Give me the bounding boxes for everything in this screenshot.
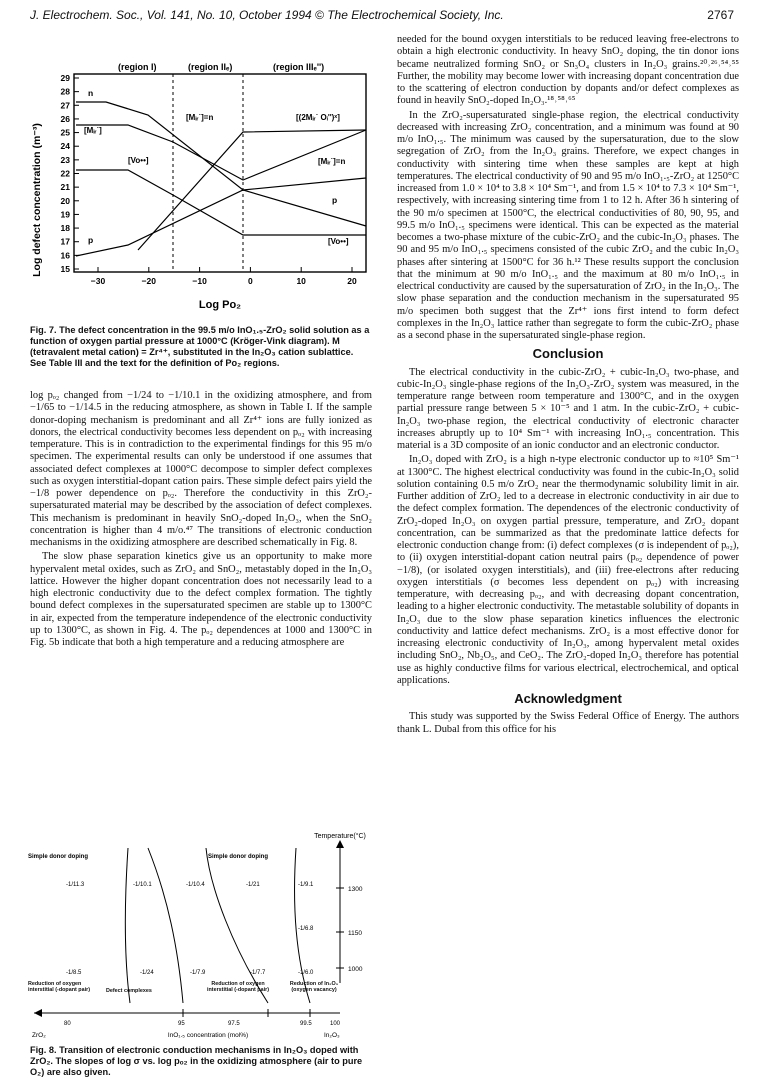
y-tick-label: 27 [60,100,70,111]
y-tick-label: 26 [60,113,70,124]
x-axis-label: Log Po₂ [198,299,242,311]
y-tick-label: 28 [60,86,70,97]
mzr-label: [Mᵢᵣ˙] [84,126,102,135]
region-label: Simple donor doping [28,854,88,860]
paragraph: In₂O₃ doped with ZrO₂ is a high n-type electronic conductor up to ≈10⁵ Sm⁻¹ at 1300°C. The highest electrical conductivity was found in the cubic-In₂O₃ solid solution containing 0.5 m/o ZrO₂ near the thermodynamic solubility limit in air. Further addition of ZrO₂ led to a decrease in electronic conductivity in air due to the defect complex formation. The dependences of the electronic conductivity of ZrO₂-doped In₂O₃ on oxygen partial pressure, temperature, and ZrO₂ dopant concentration, can be summarized as that the predominate lattice defects for electronic conduction change from: (i) defect complexes (σ is independent of pₒ₂), to (ii) oxygen interstitial-dopant cation neutral pairs (pₒ₂ dependence of power −1/8), (or isolated oxygen interstitials), and (iii) free-electrons after reducing oxygen interstitials (σ becomes less dependent on pₒ₂) with increasing temperature, with decreasing pₒ₂, and with decreasing dopant concentration, leading to a higher electronic conductivity. The metastable solubility of dopants in In₂O₃ due to the slow phase separation kinetics influences the electronic conductivity and lattice defect mechanisms. ZrO₂ is a most effective donor for increasing electronic conductivity of In₂O₃, among hypervalent metal oxides including SnO₂, Nb₂O₅, and CeO₂. The ZrO₂-doped In₂O₃ therefore has potential use as highly conductive films for various electrical, electrochemical, and optical applications. [397,454,739,686]
region-c-label: Reduction of oxygen interstitial (-dopant pair) [207,981,269,993]
page-header [30,8,734,26]
figure-8-diagram [28,828,373,1043]
boundary-curve [206,848,268,1003]
region-label: Simple donor doping [208,854,268,860]
y-tick-label: 20 [60,195,70,206]
paragraph: log pₒ₂ changed from −1/24 to −1/10.1 in the oxidizing atmosphere, and from −1/65 to −1/14.5 in the reducing atmosphere, as shown in Table I. If the sample donor-doping mechanism is predominant and all Zr⁴⁺ ions are fully ionized as donors, the electrical conductivity becomes less dependent on pₒ₂ with increasing temperature. This is in contradiction to the experimental findings for this 95 m/o specimen. The experimental results can only be understood if one assumes that associated defect complexes at 1000°C decompose to simpler defect complexes such as oxygen interstitial-dopant cation pairs. These simple defect pairs yield the −1/8 power dependence on pₒ₂. Therefore the conductivity in this ZrO₂-supersaturated material may be described by the association of defect complexes. This mechanism is predominant in heavily SnO₂-doped In₂O₃, when the SnO₂ concentration is higher than 4 m/o.⁴⁷ The transitions of electronic conduction mechanisms in the oxidizing atmosphere are described schematically in Fig. 8. [30,390,372,548]
p-label-right: p [332,195,338,205]
mzr-line [76,125,366,180]
p-label: p [88,235,94,245]
x-axis-label: InO₁.₅ concentration (mol%) [167,1032,249,1039]
region-label: (region IIₑ) [188,62,233,72]
y-tick-label: 25 [60,127,70,138]
figure-8-caption: Fig. 8. Transition of electronic conduction mechanisms in In₂O₃ doped with ZrO₂. The slopes of log σ vs. log pₒ₂ in the oxidizing atmosphere (air to pure O₂) are also given. [30,1045,363,1077]
x-tick-label: 97.5 [228,1021,240,1027]
x-tick-label: 95 [178,1021,185,1027]
temp-value: 1150 [348,930,362,937]
journal-citation: J. Electrochem. Soc., Vol. 141, No. 10, October 1994 © The Electrochemical Society, Inc. [30,8,504,22]
y-tick-label: 19 [60,209,70,220]
paragraph: In the ZrO₂-supersaturated single-phase region, the electrical conductivity decreased with increasing ZrO₂ concentration, and a minimum was found at 90 m/o InO₁.₅. The minimum was caused by the supersaturation, due to the slow segregation of ZrO₂ from the In₂O₃ grains. Therefore, we expect changes in conductivity with sintering time when these samples are kept at high temperatures. The electrical conductivity of 90 and 95 m/o InO₁.₅-ZrO₂ at 1250°C increased from 1.0 × 10⁴ to 3.8 × 10⁴ Sm⁻¹, and from 1.5 × 10⁴ to 7.3 × 10⁴ Sm⁻¹, respectively, with increasing sintering time from 1 to 12 h. After 36 h sintering of the 90 m/o specimen at 1500°C, the electrical conductivities of 80, 90, 95, and 99.5 m/o InO₁.₅ specimens were identical. This can be expected as the material becomes a two-phase mixture of the cubic-ZrO₂ and the cubic-In₂O₃ phases. The 90 and 95 m/o InO₁.₅ specimens consisted of the cubic ZrO₂ and the cubic In₂O₃ phases after sintering at 1500°C for 36 h.¹² These results support the conclusion that the minimum at 90 m/o InO₁.₅ and the maximum at 80 m/o InO₁.₅ in electrical conductivity are caused by the supersaturation of ZrO₂ in the In₂O₃. The slow phase separation and the conduction mechanism in the supersaturated 95 m/o specimen both suggest that the Zr⁴⁺ ions first intend to form defect complexes in the In₂O₃ lattice rather than segregate to form the cubic-ZrO₂ phase as a second phase in the supersaturated single-phase region. [397,109,739,341]
x-left-label: ZrO₂ [32,1032,46,1039]
paragraph: The slow phase separation kinetics give us an opportunity to make more hypervalent metal oxides, such as ZrO₂ and SnO₂, metastably doped in the In₂O₃ lattice. However the higher dopant concentration does not necessarily lead to a high electronic conductivity due to the defect complex formation. The tightly bound defect complexes in the supersaturated specimen are stable up to 1300°C in air, expected from the temperature independence of the electronic conductivity up to 1300°C, as shown in Fig. 4. The pₒ₂ dependences at 1000 and 1300°C in Fig. 5b indicate that both a high temperature and a reducing atmosphere are [30,551,372,648]
y-tick-label: 22 [60,168,70,179]
slope-label: -1/7.9 [190,970,206,976]
x-tick-label: −20 [141,276,157,286]
region-d-label: Reduction of In₂O₃ (oxygen vacancy) [289,981,339,993]
slope-label: -1/10.4 [186,882,205,888]
x-ticks [91,267,357,286]
n-label: n [88,88,94,98]
vo-line [76,170,366,235]
p-line [76,178,366,256]
boundary-curve [125,848,130,1003]
boundary-curve [148,848,183,1003]
vo-label: [Vo••] [128,156,149,165]
temp-value: 1000 [348,966,363,973]
vo-label-right: [Vo••] [328,237,349,246]
y-tick-label: 29 [60,73,70,83]
paragraph: This study was supported by the Swiss Federal Office of Energy. The authors thank L. Dubal from this office for his [397,711,739,735]
y-axis-label: Log defect concentration (m⁻³) [31,123,43,277]
cluster-line [138,130,366,250]
temp-value: 1300 [348,886,363,893]
temperature-label: Temperature(°C) [314,833,366,840]
slope-label: -1/21 [246,882,260,888]
figure-7-diagram [28,60,373,325]
x-tick-label: 80 [64,1021,71,1027]
slope-label: -1/7.7 [250,970,266,976]
region-label: (region IIIₑ'') [273,62,325,72]
region-b-label: Defect complexes [106,988,152,994]
cluster-label: [(2Mᵢᵣ˙ Oᵢ'')ˣ] [296,113,340,122]
y-tick-label: 24 [60,141,70,152]
slope-label: -1/8.5 [66,970,82,976]
figure-7-caption: Fig. 7. The defect concentration in the 99.5 m/o InO₁.₅-ZrO₂ solid solution as a function of oxygen partial pressure at 1000°C (Kröger-Vink diagram). M (tetravalent metal cation) = Zr⁴⁺, substituted in the In₂O₃ cation sublattice. See Table III and the text for the definition of Po₂ regions. [30,325,370,368]
slope-label: -1/6.0 [298,970,314,976]
mzr-n-label-2: [Mᵢᵣ˙]=n [318,157,346,166]
y-tick-label: 15 [60,264,70,274]
y-tick-label: 18 [60,223,70,234]
acknowledgment-heading: Acknowledgment [514,691,622,706]
conclusion-heading: Conclusion [532,346,604,362]
slope-label: -1/6.8 [298,926,314,932]
slope-label: -1/9.1 [298,882,314,888]
y-tick-label: 23 [60,154,70,165]
slope-label: -1/10.1 [133,882,152,888]
region-a-label: Reduction of oxygen interstitial (-dopant pair) [28,981,90,993]
left-column [30,390,372,651]
y-tick-label: 16 [60,250,70,261]
paragraph: needed for the bound oxygen interstitials to be reduced leaving free-electrons to obtain a high electronic conductivity. In heavy SnO₂ doping, the tin donor ions became neutralized forming SnO₂ or Sn₃O₄ clusters in In₂O₃ grains.²⁰˒²⁶˒⁵⁴˒⁵⁵ Further, the mobility may become lower with increasing dopant concentration due to the scattering of electron conduction by dopants and/or defect complexes as found in heavily SnO₂-doped In₂O₃.¹⁸˒⁵⁸˒⁶⁵ [397,34,739,107]
y-ticks [61,73,79,274]
plot-frame [74,74,366,272]
mzr-n-label: [Mᵢᵣ˙]=n [186,113,214,122]
right-column [397,34,739,738]
x-tick-label: −10 [192,276,207,286]
x-tick-label: 10 [296,276,306,286]
y-tick-label: 17 [60,236,70,247]
temperature-arrow [336,840,344,848]
slope-label: -1/24 [140,970,154,976]
region-label: (region I) [118,62,157,72]
slope-label: -1/11.3 [66,882,85,888]
x-tick-label: 100 [330,1021,341,1027]
y-tick-label: 21 [60,182,70,193]
paragraph: The electrical conductivity in the cubic-ZrO₂ + cubic-In₂O₃ two-phase, and cubic-In₂O₃ single-phase regions of the In₂O₃-ZrO₂ system was measured, in the temperature range between room temperature and 1300°C, and in the oxygen partial pressure range between 5 × 10⁻⁵ and 1 atm. In the cubic-ZrO₂ + cubic-In₂O₃ two-phase region, the electrical conductivity of electronic character increases abruptly up to 10⁴ Sm⁻¹ with increasing InO₁.₅ concentration. This material is a 3D composite of an ionic conductor and an electronic conductor. [397,366,739,451]
x-tick-label: −30 [90,276,106,286]
x-tick-label: 20 [347,276,357,286]
x-tick-label: 99.5 [300,1021,312,1027]
x-tick-label: 0 [248,276,253,286]
page-number: 2767 [707,8,734,22]
x-right-label: In₂O₃ [324,1032,340,1039]
